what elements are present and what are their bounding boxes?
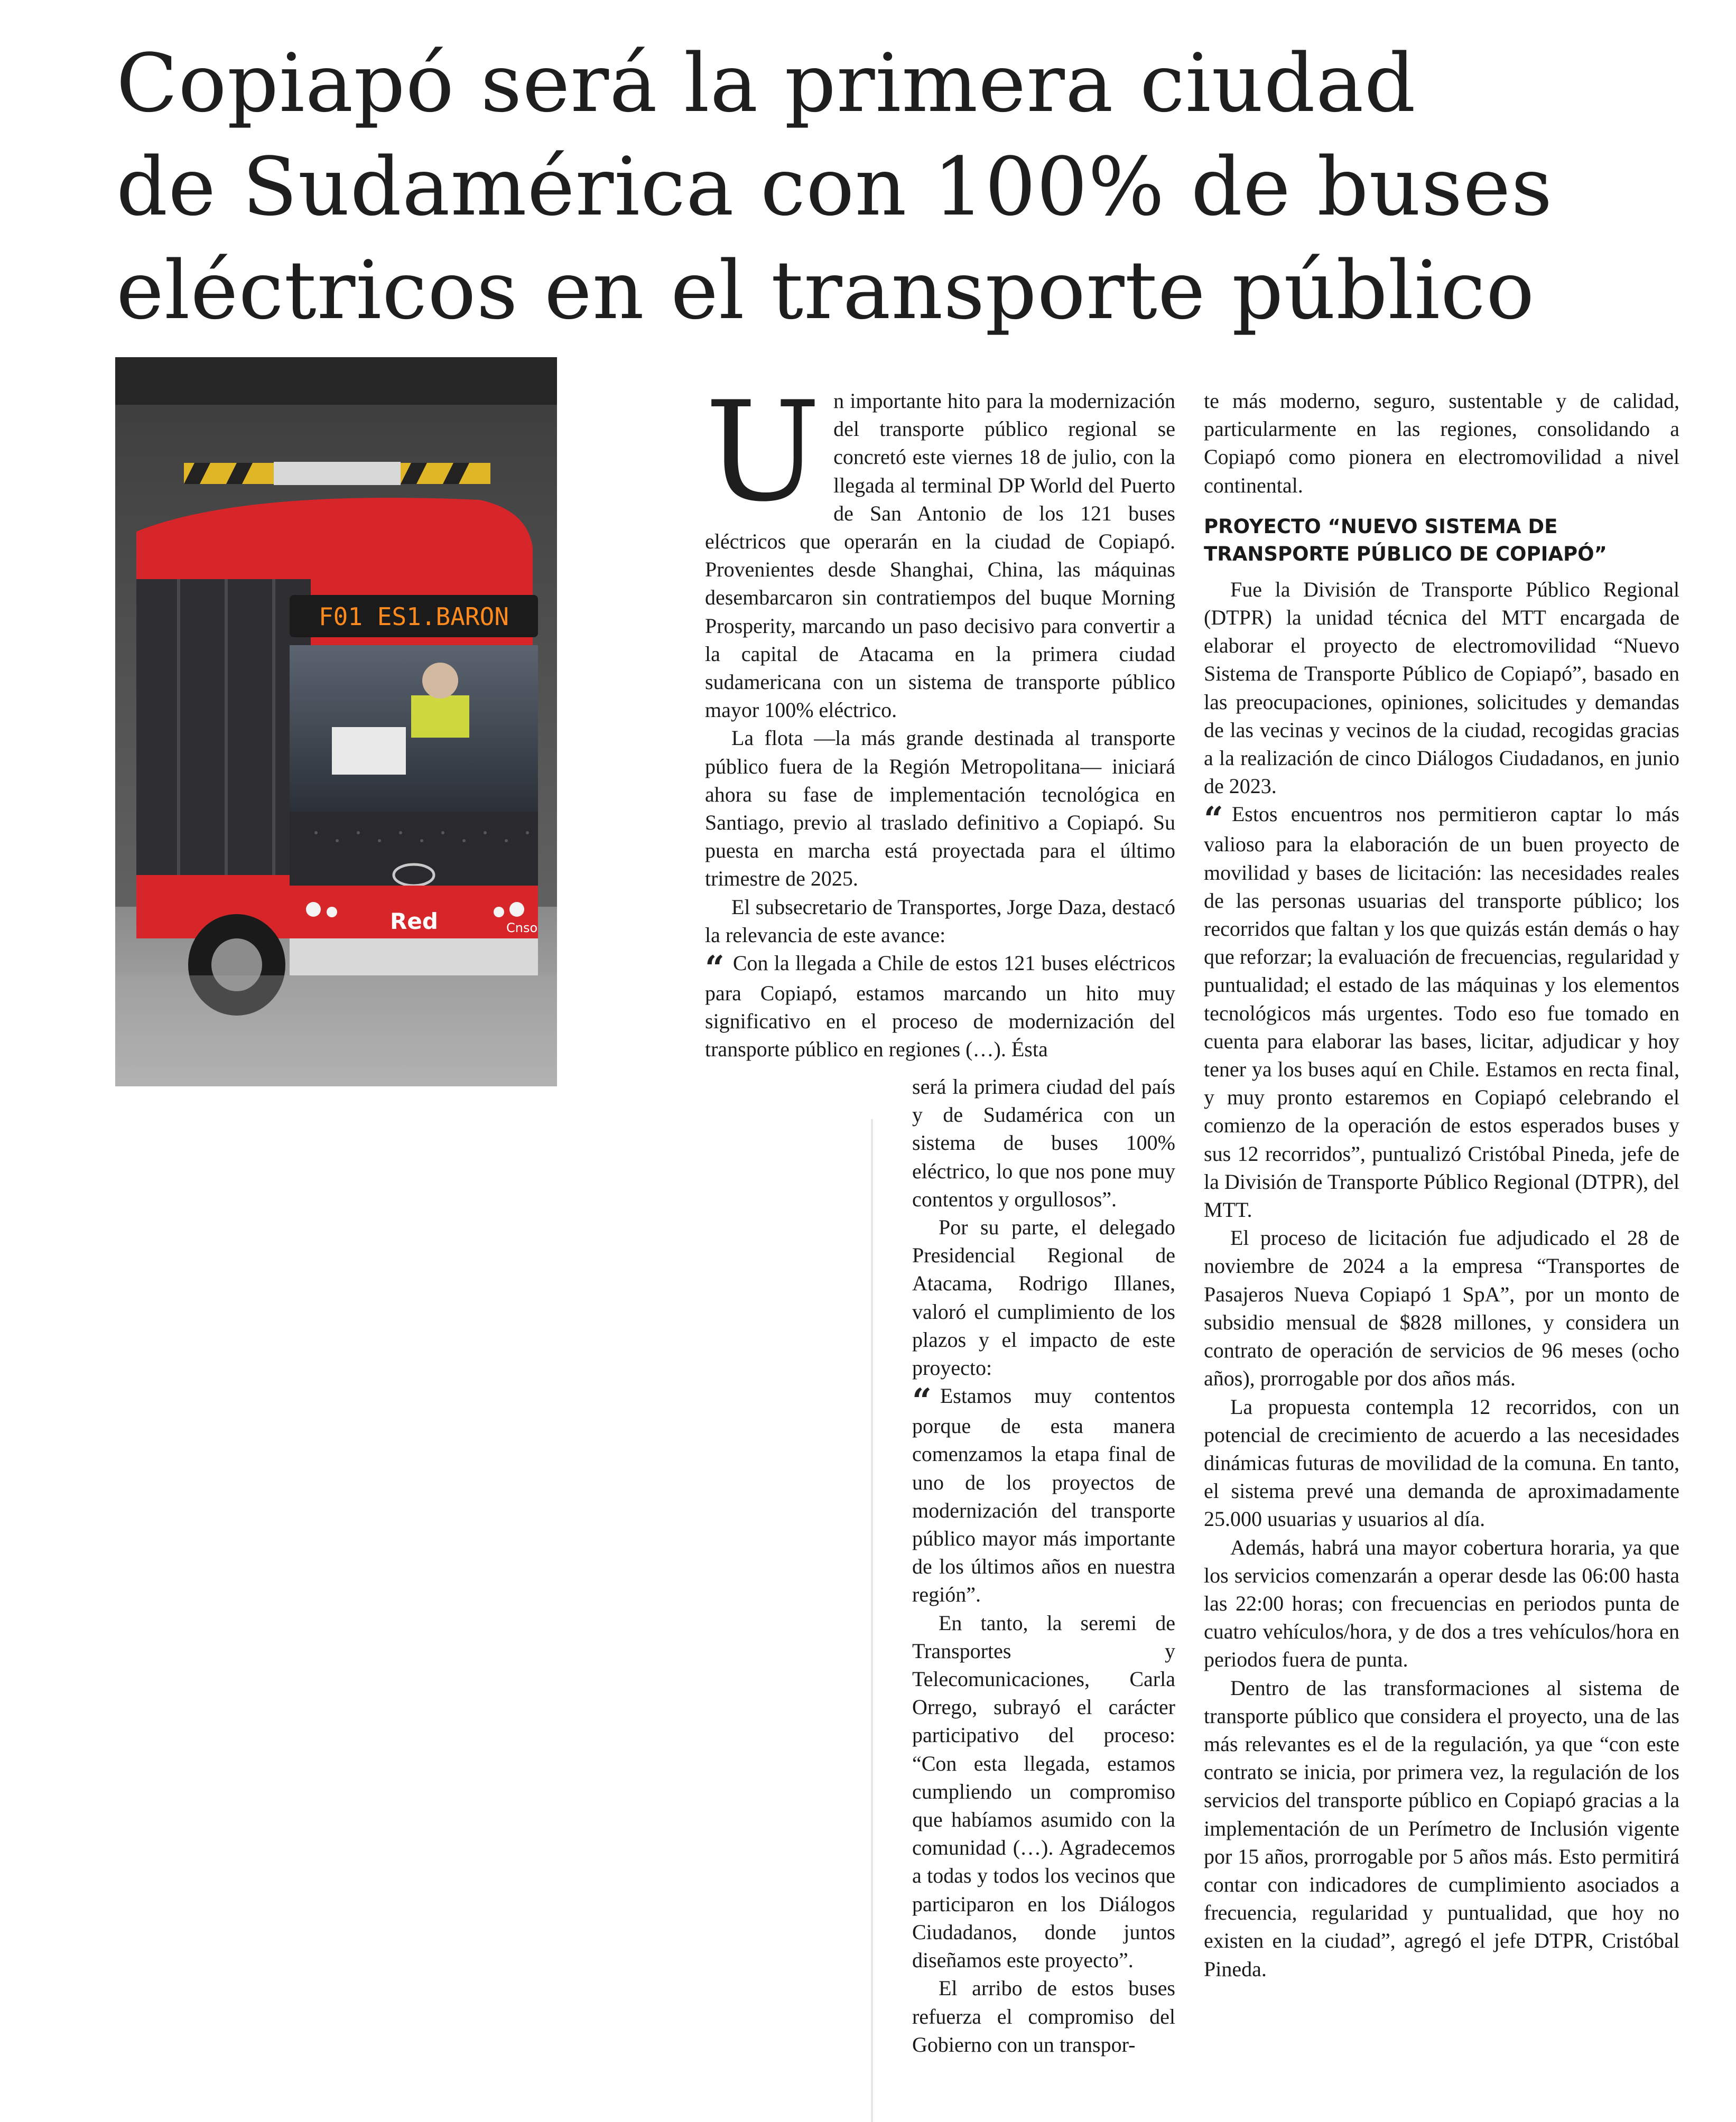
headline-line-2: de Sudamérica con 100% de buses xyxy=(116,140,1553,234)
paragraph: El proceso de licitación fue adjudicado el 28 de noviembre de 2024 a la empresa “Transportes de Pasajeros Nueva Copiapó 1 SpA”, por un monto de subsidio mensual de $828 millones, y considera un contrato de operación de servicios de 96 meses (ocho años), prorrogable por dos años más. xyxy=(1204,1226,1679,1391)
bus-illustration xyxy=(115,357,557,1086)
article-column-2 xyxy=(1204,387,1679,1983)
paragraph: El arribo de estos buses refuerza el compromiso del Gobierno con un transpor- xyxy=(912,1976,1175,2056)
article-column-1-continued xyxy=(912,1073,1175,2059)
paragraph: La propuesta contempla 12 recorridos, con un potencial de crecimiento de acuerdo a las necesidades dinámicas futuras de movilidad de la comuna. En tanto, el sistema prevé una demanda de aproximadamente 25.000 usuarias y usuarios al día. xyxy=(1204,1394,1679,1531)
quote-paragraph xyxy=(1204,800,1679,1224)
paragraph: n importante hito para la modernización del transporte público regional se concretó este viernes 18 de julio, con la llegada al terminal DP World del Puerto de San Antonio de los 121 buses eléctricos que operarán en la ciudad de Copiapó. Provenientes desde Shanghai, China, las máquinas desembarcaron sin contratiempos del buque Morning Prosperity, marcando un paso decisivo para convertir a la capital de Atacama en la primera ciudad sudamericana con un sistema de transporte público mayor 100% eléctrico. xyxy=(705,389,1175,722)
paragraph: Además, habrá una mayor cobertura horaria, ya que los servicios comenzarán a operar desde las 06:00 hasta las 22:00 horas; con frecuencias en periodos punta de cuatro vehículos/hora, y de dos a tres vehículos/hora en periodos fuera de punta. xyxy=(1204,1535,1679,1672)
paragraph: En tanto, la seremi de Transportes y Telecomunicaciones, Carla Orrego, subrayó el carácter participativo del proceso: “Con esta llegada, estamos cumpliendo un compromiso que habíamos asumido con la comunidad (…). Agradecemos a todas y todos los vecinos que participaron en los Diálogos Ciudadanos, donde juntos diseñamos este proyecto”. xyxy=(912,1611,1175,1972)
paragraph: te más moderno, seguro, sustentable y de calidad, particularmente en las regiones, consolidando a Copiapó como pionera en electromovilidad a nivel continental. xyxy=(1204,389,1679,497)
drop-cap: U xyxy=(705,373,821,532)
quote-text: Estamos muy contentos porque de esta manera comenzamos la etapa final de uno de los proyectos de modernización del transporte público mayor más importante de los últimos años en nuestra región”. xyxy=(912,1384,1175,1607)
section-subheading: PROYECTO “NUEVO SISTEMA DE TRANSPORTE PÚBLICO DE COPIAPÓ” xyxy=(1204,515,1607,565)
paragraph: La flota —la más grande destinada al transporte público fuera de la Región Metropolitana— iniciará ahora su fase de implementación tecnológica en Santiago, previo al traslado definitivo a Copiapó. Su puesta en marcha está proyectada para el último trimestre de 2025. xyxy=(705,726,1175,891)
small-badge: Cnso xyxy=(506,920,538,935)
quote-mark-icon: “ xyxy=(705,948,725,989)
paragraph: El subsecretario de Transportes, Jorge Daza, destacó la relevancia de este avance: xyxy=(705,895,1175,947)
quote-paragraph xyxy=(705,949,1175,1064)
brand-logo: Red xyxy=(390,908,438,934)
headline-line-3: eléctricos en el transporte público xyxy=(116,244,1535,337)
quote-continuation: será la primera ciudad del país y de Sudamérica con un sistema de buses 100% eléctrico, lo que nos pone muy contentos y orgullosos”. xyxy=(912,1075,1175,1211)
headline xyxy=(116,32,1649,342)
article-column-1 xyxy=(705,373,1175,1064)
quote-mark-icon: “ xyxy=(912,1381,932,1421)
quote-text: Con la llegada a Chile de estos 121 buses eléctricos para Copiapó, estamos marcando un hito muy significativo en el proceso de modernización del transporte público en regiones (…). Ésta xyxy=(705,951,1175,1062)
paragraph: Por su parte, el delegado Presidencial Regional de Atacama, Rodrigo Illanes, valoró el cumplimiento de los plazos y el impacto de este proyecto: xyxy=(912,1215,1175,1380)
quote-text: Estos encuentros nos permitieron captar lo más valioso para la elaboración de un buen proyecto de movilidad y bases de licitación: las necesidades reales de las personas usuarias del transporte público; los recorridos que faltan y los que quizás están demás o hay que reforzar; la evaluación de frecuencias, regularidad y puntualidad; el estado de las máquinas y los elementos tecnológicos más urgentes. Todo eso fue tomado en cuenta para elaborar las bases, licitar, adjudicar y hoy tener ya los buses aquí en Chile. Estamos en recta final, y muy pronto estaremos en Copiapó celebrando el comienzo de la operación de estos esperados buses y sus 12 recorridos”, puntualizó Cristóbal Pineda, jefe de la División de Transporte Público Regional (DTPR), del MTT. xyxy=(1204,802,1679,1222)
quote-mark-icon: “ xyxy=(1204,799,1223,840)
quote-paragraph xyxy=(912,1382,1175,1608)
paragraph: Fue la División de Transporte Público Regional (DTPR) la unidad técnica del MTT encargada de elaborar el proyecto de electromovilidad “Nuevo Sistema de Transporte Público de Copiapó”, basado en las preocupaciones, opiniones, solicitudes y demandas de las vecinas y vecinos de la ciudad, recogidas gracias a la realización de cinco Diálogos Ciudadanos, en junio de 2023. xyxy=(1204,577,1679,798)
electric-bus-photo xyxy=(115,357,557,1086)
column-rule xyxy=(871,1119,873,2122)
paragraph: Dentro de las transformaciones al sistema de transporte público que considera el proyecto, una de las más relevantes es el de la regulación, ya que “con este contrato se inicia, por primera vez, la regulación de los servicios del transporte público en Copiapó gracias a la implementación de un Perímetro de Inclusión vigente por 15 años, prorrogable por 5 años más. Esto permitirá contar con indicadores de cumplimiento asociados a frecuencia, regularidad y puntualidad, que hoy no existen en la ciudad”, agregó el jefe DTPR, Cristóbal Pineda. xyxy=(1204,1676,1679,1981)
destination-sign: F01 ES1.BARON xyxy=(318,602,509,631)
headline-line-1: Copiapó será la primera ciudad xyxy=(116,36,1416,130)
